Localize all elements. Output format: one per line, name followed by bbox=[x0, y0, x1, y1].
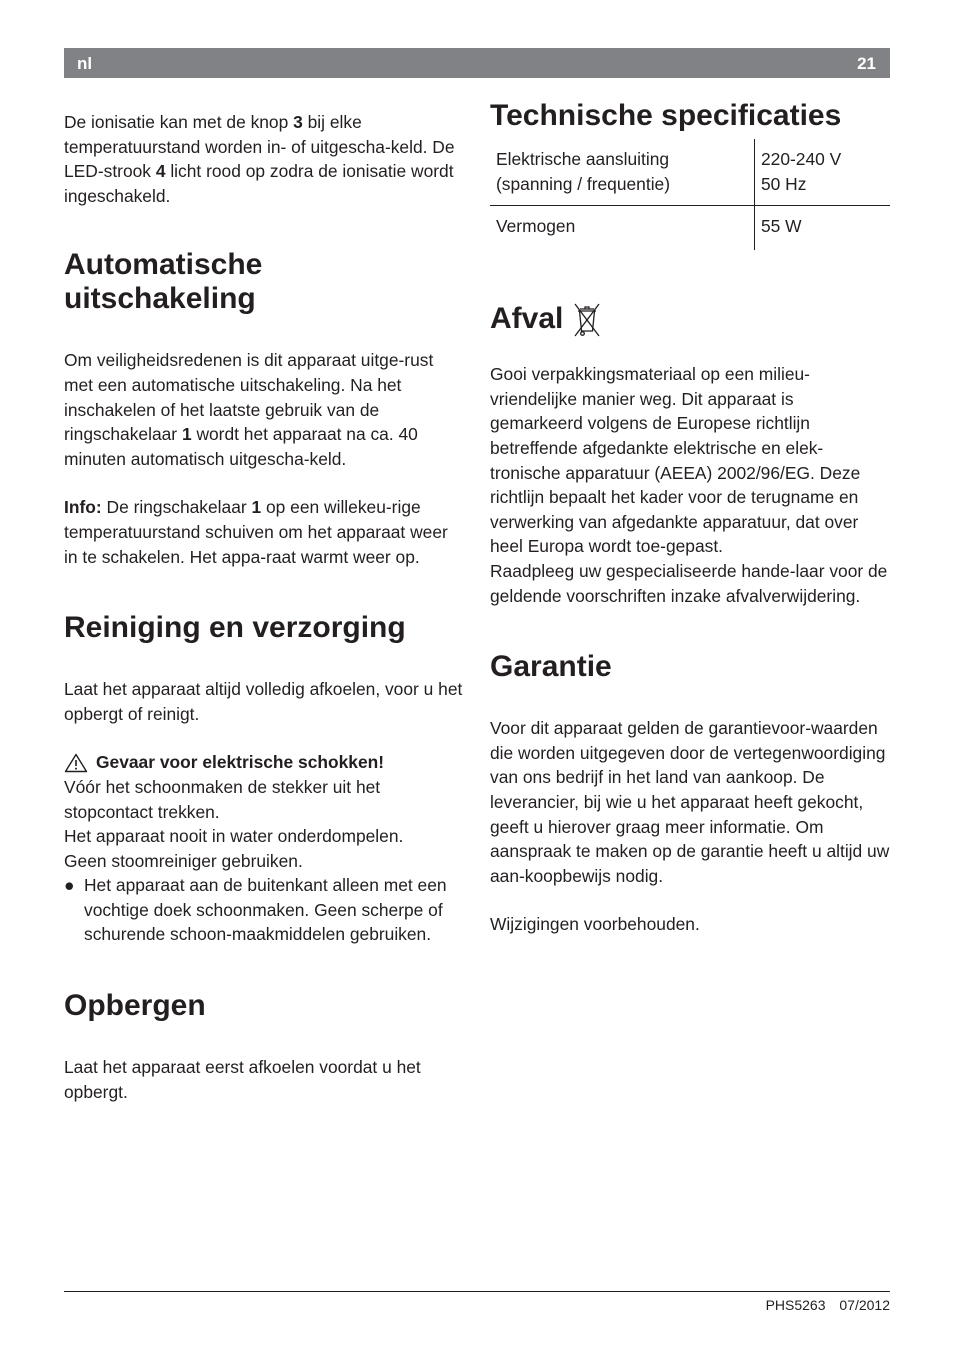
text-run: Om veiligheidsredenen is dit apparaat uitge-rust met een automatische uitschakeling. Na het inschakelen of het laatste gebruik van de ringschakelaar bbox=[64, 350, 434, 445]
list-item bbox=[64, 873, 466, 947]
footer-date: 07/2012 bbox=[839, 1297, 890, 1313]
text-run: op een willekeu-rige temperatuurstand schuiven om het apparaat weer in te schakelen. Het appa-raat warmt weer op. bbox=[64, 497, 448, 567]
right-column bbox=[490, 96, 890, 937]
ionisation-paragraph bbox=[64, 110, 466, 208]
waste-paragraph-2: Raadpleeg uw gespecialiseerde hande-laar voor de geldende voorschriften inzake afvalverwijdering. bbox=[490, 560, 888, 606]
table-row bbox=[490, 206, 890, 251]
storage-heading: Opbergen bbox=[64, 989, 206, 1023]
waste-heading-text: Afval bbox=[490, 302, 564, 336]
warning-line-2: Het apparaat nooit in water onderdompelen. bbox=[64, 826, 404, 847]
warning-triangle-icon bbox=[64, 753, 88, 773]
footer bbox=[766, 1297, 890, 1313]
spec-label: Elektrische aansluiting (spanning / frequentie) bbox=[490, 139, 755, 206]
text-run: wordt het apparaat na ca. 40 minuten automatisch uitgescha-keld. bbox=[64, 424, 418, 469]
language-code: nl bbox=[77, 54, 93, 73]
changes-note: Wijzigingen voorbehouden. bbox=[490, 914, 700, 935]
bold-text: 4 bbox=[155, 161, 166, 182]
spec-value: 220-240 V 50 Hz bbox=[755, 139, 891, 206]
text-run: licht rood op zodra de ionisatie wordt ingeschakeld. bbox=[64, 161, 454, 206]
page-number: 21 bbox=[857, 54, 876, 73]
bullet-text: Het apparaat aan de buitenkant alleen met een vochtige doek schoonmaken. Geen scherpe of schurende schoon-maakmiddelen gebruiken. bbox=[84, 875, 447, 945]
cleaning-paragraph: Laat het apparaat altijd volledig afkoelen, voor u het opbergt of reinigt. bbox=[64, 679, 463, 724]
text-run: De ionisatie kan met de knop bbox=[64, 112, 294, 132]
cleaning-heading: Reiniging en verzorging bbox=[64, 611, 406, 645]
warning-title-text: Gevaar voor elektrische schokken! bbox=[96, 752, 385, 773]
bullet-dot: ● bbox=[64, 875, 75, 896]
spec-label: Vermogen bbox=[490, 206, 755, 251]
bold-text: 1 bbox=[251, 497, 262, 518]
auto-shutoff-heading: Automatische uitschakeling bbox=[64, 248, 263, 316]
warranty-heading: Garantie bbox=[490, 650, 612, 684]
left-column bbox=[64, 96, 466, 1104]
warning-line-3: Geen stoomreiniger gebruiken. bbox=[64, 850, 303, 871]
specs-heading: Technische specificaties bbox=[490, 99, 842, 132]
model-number: PHS5263 bbox=[765, 1297, 826, 1313]
bold-text: 1 bbox=[181, 424, 192, 445]
spec-value: 55 W bbox=[761, 216, 802, 237]
bold-text: 3 bbox=[293, 112, 303, 132]
bold-text: Info: bbox=[64, 497, 102, 518]
crossed-out-wheelie-bin-icon bbox=[571, 300, 603, 338]
specs-table bbox=[490, 139, 890, 250]
waste-heading bbox=[490, 300, 890, 338]
table-row bbox=[490, 139, 890, 206]
auto-shutoff-paragraph bbox=[64, 348, 466, 471]
warranty-paragraph: Voor dit apparaat gelden de garantievoor-waarden die worden uitgegeven door de vertegenwoordiging van ons bedrijf in het land van aankoop. De leverancier, bij wie u het apparaat heeft gekocht, geeft u hierover graag meer informatie. Om aanspraak te maken op de garantie heeft u altijd uw aan-koopbewijs nodig. bbox=[490, 718, 890, 886]
waste-paragraph-1: Gooi verpakkingsmateriaal op een milieu-vriendelijke manier weg. Dit apparaat is gemarkeerd volgens de Europese richtlijn betreffende afgedankte elektrische en elek-tronische apparatuur (AEEA) 2002/96/EG. Deze richtlijn bepaalt het kader voor de terugname en verwerking van afgedankte apparatuur, dat over heel Europa wordt toe-gepast. bbox=[490, 364, 861, 557]
info-paragraph bbox=[64, 495, 466, 569]
text-run: bij elke temperatuurstand worden in- of uitgescha-keld. De LED-strook bbox=[64, 112, 455, 182]
storage-paragraph: Laat het apparaat eerst afkoelen voordat u het opbergt. bbox=[64, 1057, 421, 1102]
footer-divider bbox=[64, 1291, 890, 1292]
warning-line-1: Vóór het schoonmaken de stekker uit het stopcontact trekken. bbox=[64, 776, 381, 822]
page-header-bar bbox=[64, 48, 890, 78]
text-run: De ringschakelaar bbox=[101, 497, 252, 518]
warning-title bbox=[64, 750, 466, 775]
